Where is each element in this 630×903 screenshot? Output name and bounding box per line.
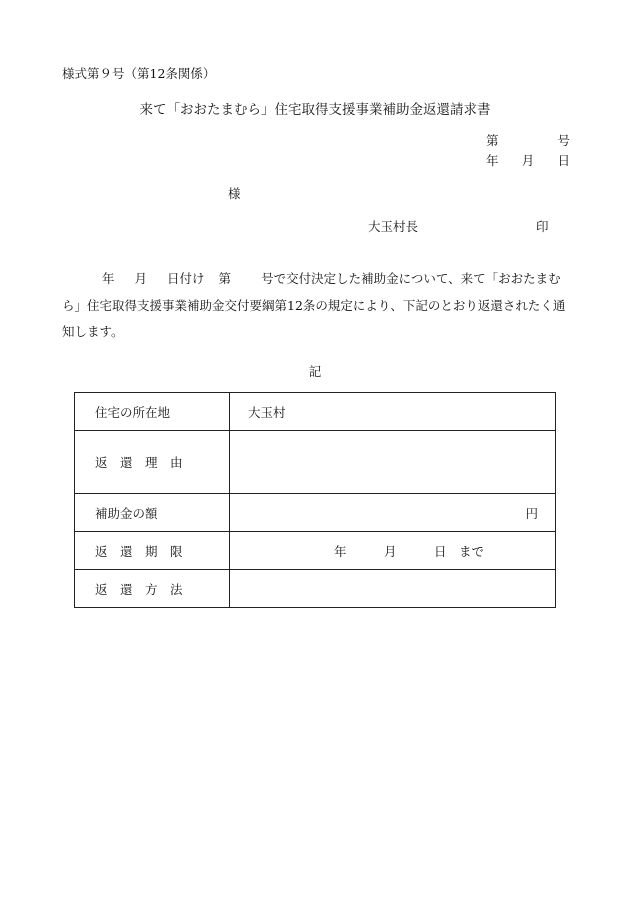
date-day: 日 — [557, 153, 570, 168]
issue-date — [486, 151, 570, 169]
row-label: 返 還 理 由 — [75, 431, 230, 494]
row-label: 返 還 期 限 — [75, 532, 230, 570]
table-row — [75, 570, 556, 608]
body-month: 月 — [134, 271, 148, 286]
seal-mark: 印 — [536, 219, 549, 234]
body-text: 号で交付決定した補助金について、来て「おおたまむら」住宅取得支援事業補助金交付要綱第12条の規定により、下記のとおり返還されたく通知します。 — [62, 271, 566, 339]
body-year: 年 — [102, 271, 115, 286]
table-row — [75, 393, 556, 431]
row-label: 住宅の所在地 — [75, 393, 230, 431]
docno-prefix: 第 — [486, 133, 499, 148]
addressee: 様 — [228, 186, 241, 201]
body-day-dated: 日付け — [167, 271, 205, 286]
date-month: 月 — [521, 153, 535, 168]
body-dai: 第 — [218, 271, 232, 286]
row-label: 補助金の額 — [75, 494, 230, 532]
table-row — [75, 431, 556, 494]
deadline-value: 年 月 日 まで — [334, 543, 485, 559]
row-value — [230, 532, 556, 570]
ki-heading: 記 — [308, 364, 322, 379]
table-row — [75, 494, 556, 532]
row-label: 返 還 方 法 — [75, 570, 230, 608]
yen-unit: 円 — [525, 505, 538, 521]
table-row — [75, 532, 556, 570]
document-title: 来て「おおたまむら」住宅取得支援事業補助金返還請求書 — [139, 102, 491, 118]
row-value: 大玉村 — [230, 393, 556, 431]
notice-body — [62, 266, 576, 346]
form-number: 様式第９号（第12条関係） — [62, 66, 216, 81]
refund-details-table — [74, 392, 556, 608]
row-value — [230, 494, 556, 532]
row-value — [230, 570, 556, 608]
document-number — [486, 131, 570, 149]
sender-name: 大玉村長 — [368, 219, 419, 234]
docno-suffix: 号 — [557, 133, 570, 148]
row-value — [230, 431, 556, 494]
date-year: 年 — [486, 153, 499, 168]
